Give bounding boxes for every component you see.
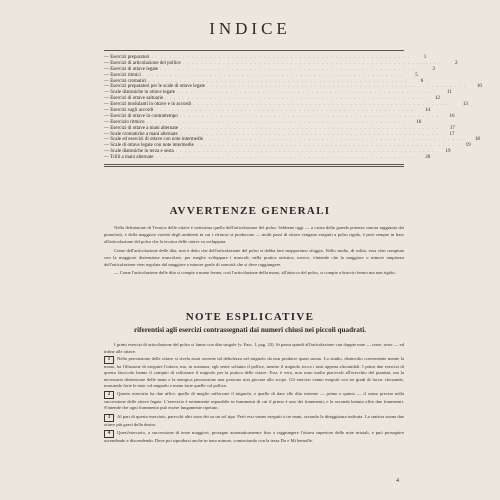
avvertenze-heading: AVVERTENZE GENERALI bbox=[169, 205, 331, 217]
toc-leader-dots: . . . . . . . . . . . . . . . . . . . . . . . . . . . . . . . . . . . . . . . . . . . . . . . . . . . . . . . . . . bbox=[146, 119, 406, 125]
toc-leader-dots: . . . . . . . . . . . . . . . . . . . . . . . . . . . . . . . . . . . . . . . . . . . . . . . . . . . . . . . . . . bbox=[148, 78, 408, 84]
toc-leader-dots: . . . . . . . . . . . . . . . . . . . . . . . . . . . . . . . . . . . . . . . . . . . . . . . . . . . . . . . . . . bbox=[182, 60, 442, 66]
toc-entry-page: 5 bbox=[415, 72, 418, 78]
toc-leader-dots: . . . . . . . . . . . . . . . . . . . . . . . . . . . . . . . . . . . . . . . . . . . . . . . . . . . . . . . . . . bbox=[155, 155, 415, 161]
avvertenze-paragraph: Come dell'articolazione delle dita, non è detto che dell'articolazione del polso si debba fare inopportuno sfoggio. Nello studio, di solito, essa vien compiuta con la maggiore distensione muscolare, per meglio sviluppare i muscoli; nella pratica artistica, invece, s'intende che la maggiore o minore ampiezza dell'articolazione vien regolata dal maggiore o minore grado di sonorità che si deve raggiungere. bbox=[104, 247, 404, 267]
toc-entry-page: 14 bbox=[425, 108, 431, 114]
toc-entry-label: — Esercizi di articolazione del pollice bbox=[104, 60, 181, 66]
toc-leader-dots: . . . . . . . . . . . . . . . . . . . . . . . . . . . . . . . . . . . . . . . . . . . . . . . . . . . . . . . . . . bbox=[155, 108, 415, 114]
toc-entry-page: 11 bbox=[446, 90, 452, 96]
toc-entry-page: 20 bbox=[425, 155, 431, 161]
toc-entry-page: 1 bbox=[423, 55, 427, 60]
toc-leader-dots: . . . . . . . . . . . . . . . . . . . . . . . . . . . . . . . . . . . . . . . . . . . . . . . . . . . . . . . . . . bbox=[179, 113, 439, 119]
toc-entry-label: — Trilli a mani alternate bbox=[104, 155, 154, 161]
toc-bottom-rule bbox=[104, 164, 404, 165]
toc-leader-dots: . . . . . . . . . . . . . . . . . . . . . . . . . . . . . . . . . . . . . . . . . . . . . . . . . . . . . . . . . . bbox=[205, 137, 464, 143]
toc-entry-label: — Esercizi sugli accordi bbox=[104, 108, 154, 114]
toc-entry-label: — Esercizi preparatori bbox=[104, 55, 150, 60]
toc-entry-page: 10 bbox=[476, 84, 482, 90]
note-number-box: 3 bbox=[104, 414, 114, 422]
toc-leader-dots: . . . . . . . . . . . . . . . . . . . . . . . . . . . . . . . . . . . . . . . . . . . . . . . . . . . . . . . . . . bbox=[193, 102, 452, 108]
toc-entry-label: — Esercizi di ottave legate bbox=[104, 66, 159, 72]
toc-leader-dots: . . . . . . . . . . . . . . . . . . . . . . . . . . . . . . . . . . . . . . . . . . . . . . . . . . . . . . . . . . bbox=[151, 55, 411, 60]
toc-leader-dots: . . . . . . . . . . . . . . . . . . . . . . . . . . . . . . . . . . . . . . . . . . . . . . . . . . . . . . . . . . bbox=[175, 149, 435, 155]
toc-leader-dots: . . . . . . . . . . . . . . . . . . . . . . . . . . . . . . . . . . . . . . . . . . . . . . . . . . . . . . . . . . bbox=[176, 90, 436, 96]
toc-entry-page: 2 bbox=[455, 60, 458, 66]
toc-entry-label: — Esercizi modulanti in ottave e in accordi bbox=[104, 102, 192, 108]
toc-leader-dots: . . . . . . . . . . . . . . . . . . . . . . . . . . . . . . . . . . . . . . . . . . . . . . . . . . . . . . . . . . bbox=[179, 131, 439, 137]
toc-entry-page: 17 bbox=[449, 131, 455, 137]
toc-leader-dots: . . . . . . . . . . . . . . . . . . . . . . . . . . . . . . . . . . . . . . . . . . . . . . . . . . . . . . . . . . bbox=[142, 72, 402, 78]
toc-entry-label: — Scale di ottave legate con note intermedie bbox=[104, 143, 194, 149]
toc-leader-dots: . . . . . . . . . . . . . . . . . . . . . . . . . . . . . . . . . . . . . . . . . . . . . . . . . . . . . . . . . . bbox=[195, 143, 455, 149]
toc-entry-label: — Esercizi ritmici bbox=[104, 72, 141, 78]
toc-entry-label: — Scale diatoniche in terza e sesta bbox=[104, 149, 174, 155]
avvertenze-paragraph: Nella definizione di Tecnica delle ottave è notissima quella dell'articolazione del polso. Sebbene oggi — a causa della grande potenza sonora raggiunta dai pianoforti, e della maggiore varietà degli ambienti in cui i virtuosi si producono — molti passi di ottave vengano eseguiti a polso rigido, è però sempre in base all'articolazione del polso che la tecnica delle ottave va sviluppata. bbox=[104, 225, 404, 244]
page-number: 4 bbox=[396, 478, 399, 484]
toc-top-rule bbox=[104, 50, 404, 51]
avvertenze-body bbox=[104, 225, 404, 279]
toc-entry-page: 19 bbox=[465, 143, 471, 149]
note-item bbox=[104, 356, 404, 389]
toc-entry-page: 12 bbox=[434, 96, 440, 102]
toc-entry-label: — Esercizi di ottave saltuarie bbox=[104, 96, 164, 102]
note-number-box: 2 bbox=[104, 391, 114, 399]
toc-entry-page: 18 bbox=[474, 137, 480, 143]
toc-entry-label: — Esercizi di ottave a mani alternate bbox=[104, 125, 179, 131]
note-item-text: Nella percussione delle ottave si rivela assai sovente tal debolezza nel mignolo da non produrre quasi suono. Lo studio, disinvolto conveniente mente la mano, ha l'illusione di eseguire l'ottava, ma, in sostanza, egli sente soltanto il pollice, mentre il mignolo tocca i tasti appena sfiorandoli. I primi due esercizi di questo fascicolo hanno il compito di rafforzare il mignolo per la pratica delle ottave. Essi, è vero, non sono molto piacevoli all'orecchio del pianista, ma la necessaria distensione delle mani e la energica percussione non possono non giovare allo scopo. Gli esercizi vanno eseguiti con tre gradi di forza: sforzando, marcando forte le note col mignolo e meno forte quelle col pollice. bbox=[104, 356, 404, 388]
note-item-text: Quest'esercizio, a successione di terze maggiori, prosegue automaticamente fino a raggiungere l'ottava superiore delle note iniziali, e può proseguire ascendendo e discendendo. Deve poi riprodursi anche in tono minore, cominciando con la terza Do e Mi bemolle. bbox=[104, 430, 404, 444]
toc-entry-page: 3 bbox=[432, 66, 435, 72]
toc-entry-page: 16 bbox=[416, 119, 422, 125]
toc-entry-label: — Scale ed esercizi di ottave con note intermedie bbox=[104, 137, 204, 143]
toc-entry-page: 17 bbox=[449, 125, 455, 131]
toc-leader-dots: . . . . . . . . . . . . . . . . . . . . . . . . . . . . . . . . . . . . . . . . . . . . . . . . . . . . . . . . . . bbox=[207, 84, 466, 90]
toc-entry-page: 16 bbox=[449, 113, 455, 119]
note-heading: NOTE ESPLICATIVE bbox=[185, 311, 315, 323]
toc-entry-page: 19 bbox=[445, 149, 451, 155]
toc-entry-label: — Esercizi cromatici bbox=[104, 78, 147, 84]
toc-entry-label: — Scale cromatiche a mani alternate bbox=[104, 131, 178, 137]
toc-leader-dots: . . . . . . . . . . . . . . . . . . . . . . . . . . . . . . . . . . . . . . . . . . . . . . . . . . . . . . . . . . bbox=[160, 66, 419, 72]
toc-leader-dots: . . . . . . . . . . . . . . . . . . . . . . . . . . . . . . . . . . . . . . . . . . . . . . . . . . . . . . . . . . bbox=[180, 125, 439, 131]
toc-entry-page: 13 bbox=[462, 102, 468, 108]
note-number-box: 4 bbox=[104, 430, 114, 438]
page-title: INDICE bbox=[209, 19, 291, 38]
note-item bbox=[104, 430, 404, 444]
note-items bbox=[104, 356, 404, 446]
note-item-text: Al pari di questo esercizio, parecchi altri sono dei su un sol tipo. Però essi vanno eseguiti a tre mani, secondo la diteggiatura indicata. La sinistra suona due ottave più gravi della destra. bbox=[104, 413, 404, 427]
note-item-text: Questo esercizio ha due uffici: quello di meglio rafforzare il mignolo, e quello di dare alle dita estreme — primo e quinto — il senso preciso nella successione delle ottave legate. L'esercizio è nettamente separabile in frammenti di cui il primo è uno dei frammenti, e la seconda battuta offre due frammenti. S'intende che ogni frammento può essere lungamente ripetuto. bbox=[104, 391, 404, 411]
toc-entry-label: — Esercizio ritmico bbox=[104, 119, 145, 125]
note-subheading: riferentisi agli esercizi contrassegnati dai numeri chiusi nei piccoli quadrati. bbox=[133, 326, 367, 334]
note-item bbox=[104, 391, 404, 412]
toc-entry-label: — Scale diatoniche in ottave legate bbox=[104, 90, 175, 96]
toc-leader-dots: . . . . . . . . . . . . . . . . . . . . . . . . . . . . . . . . . . . . . . . . . . . . . . . . . . . . . . . . . . bbox=[165, 96, 424, 102]
toc-entry-page: 6 bbox=[420, 78, 424, 84]
note-item bbox=[104, 414, 404, 428]
toc-entry-label: — Esercizi preparatori per le scale di ottave legate bbox=[104, 84, 206, 90]
avvertenze-paragraph: — Come l'articolazione delle dita si compie a mano ferma, così l'articolazione della mano, all'attacco del polso, si compie a braccio fermo ma non rigido. bbox=[114, 270, 396, 276]
toc-entry bbox=[104, 155, 431, 161]
toc-bottom-rule-2 bbox=[104, 166, 404, 167]
toc-entry-label: — Esercizi di ottave in contrattempo bbox=[104, 113, 178, 119]
table-of-contents bbox=[104, 55, 482, 161]
note-intro-text: I primi esercizi di articolazione del polso si fanno con dita singole (v. Fasc. I, pag. 23). Si passa quindi all'articolazione con doppie note — terze, seste — ed infine alle ottave. bbox=[104, 342, 404, 354]
note-number-box: 1 bbox=[104, 356, 114, 364]
